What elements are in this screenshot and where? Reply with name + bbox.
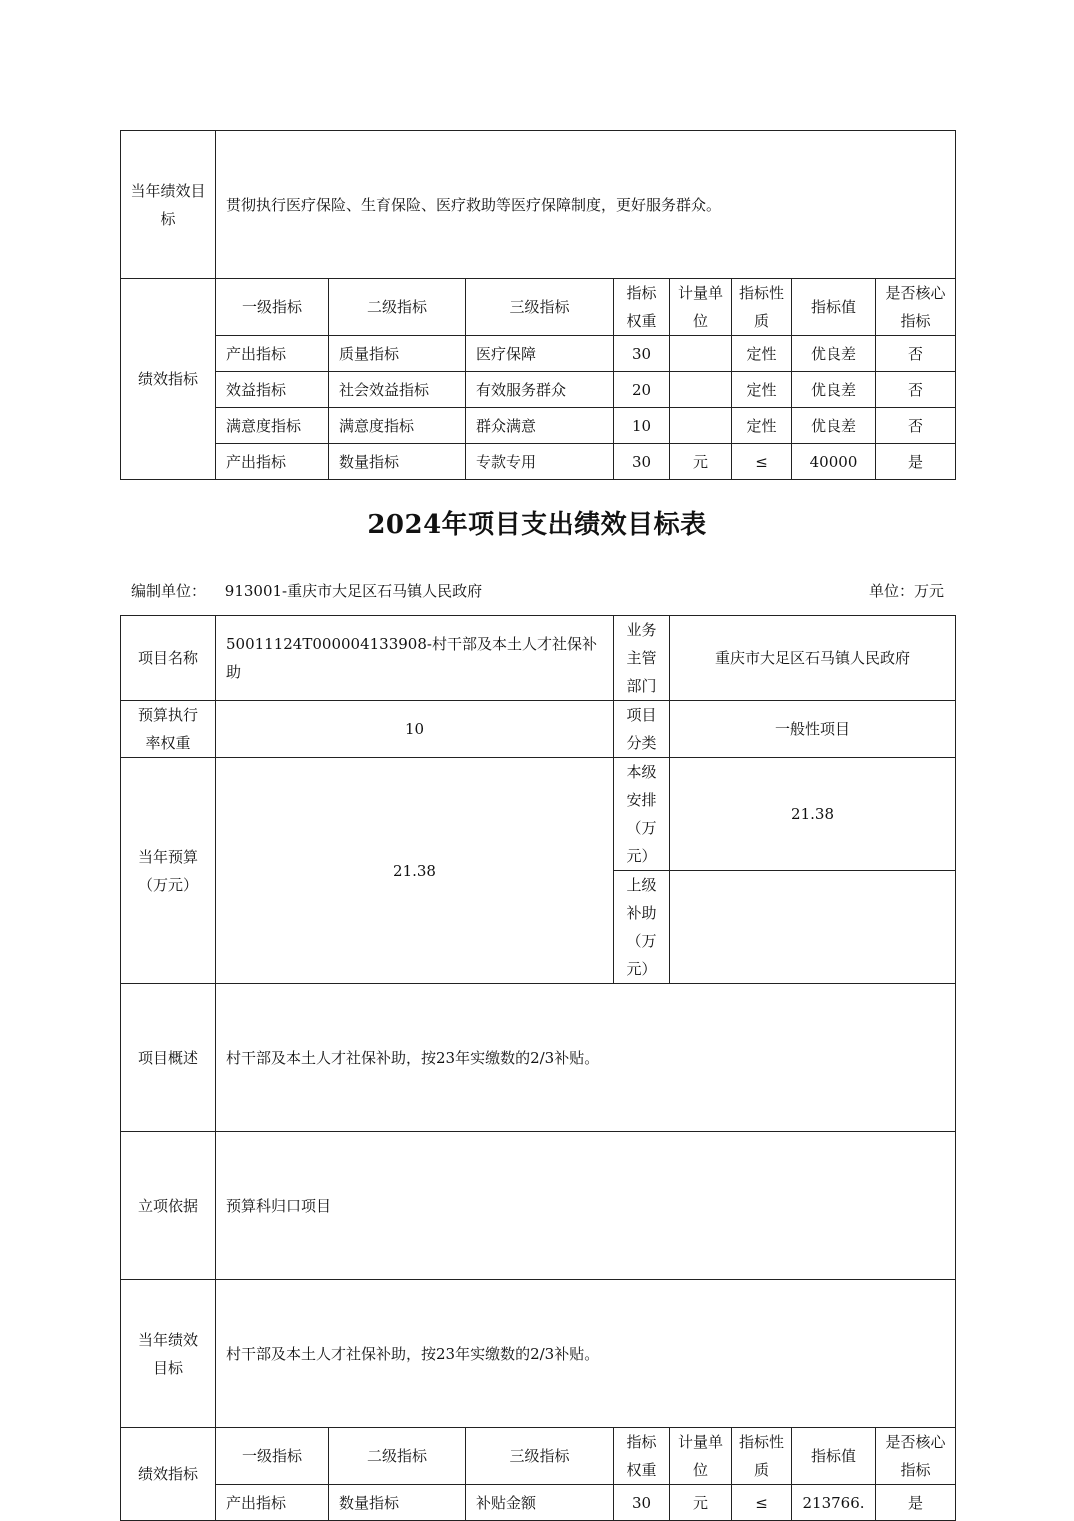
cell: 定性: [732, 372, 792, 408]
header-cell: 指标值: [792, 279, 876, 336]
cell: 群众满意: [466, 408, 614, 444]
category-value: 一般性项目: [670, 701, 956, 758]
table-header-row: [121, 279, 956, 336]
project-name-value: 50011124T000004133908-村干部及本土人才社保补助: [216, 616, 614, 701]
header-cell: 三级指标: [466, 279, 614, 336]
dept-value: 重庆市大足区石马镇人民政府: [670, 616, 956, 701]
cell: [670, 372, 732, 408]
cell: 是: [876, 1485, 956, 1521]
indicators-label: 绩效指标: [121, 1428, 216, 1521]
cell: 数量指标: [329, 444, 466, 480]
cell: 有效服务群众: [466, 372, 614, 408]
header-cell: 二级指标: [329, 1428, 466, 1485]
goal-value: 村干部及本土人才社保补助，按23年实缴数的2/3补贴。: [216, 1280, 956, 1428]
header-cell: 一级指标: [216, 279, 329, 336]
cell: 30: [614, 1485, 670, 1521]
cell: 效益指标: [216, 372, 329, 408]
currency-unit: 单位：万元: [868, 582, 944, 600]
cell: 产出指标: [216, 1485, 329, 1521]
table-row: [121, 1485, 956, 1521]
local-label: 本级安排（万元）: [614, 758, 670, 871]
cell: 否: [876, 372, 956, 408]
cell: 40000: [792, 444, 876, 480]
cell: 优良差: [792, 408, 876, 444]
cell: 满意度指标: [329, 408, 466, 444]
compiler-value: 913001-重庆市大足区石马镇人民政府: [224, 582, 483, 600]
overview-value: 村干部及本土人才社保补助，按23年实缴数的2/3补贴。: [216, 984, 956, 1132]
local-value: 21.38: [670, 758, 956, 871]
cell: 专款专用: [466, 444, 614, 480]
overview-label: 项目概述: [121, 984, 216, 1132]
header-cell: 指标权重: [614, 279, 670, 336]
cell: 医疗保障: [466, 336, 614, 372]
cell: 数量指标: [329, 1485, 466, 1521]
compiler-info: [131, 580, 482, 601]
cell: [670, 336, 732, 372]
page-title: 2024年项目支出绩效目标表: [367, 510, 707, 540]
header-cell: 是否核心指标: [876, 1428, 956, 1485]
indicators-label: 绩效指标: [121, 279, 216, 480]
header-cell: 二级指标: [329, 279, 466, 336]
cell: 满意度指标: [216, 408, 329, 444]
cell: 定性: [732, 408, 792, 444]
table-row: [121, 372, 956, 408]
cell: 20: [614, 372, 670, 408]
goal-text: 贯彻执行医疗保险、生育保险、医疗救助等医疗保障制度，更好服务群众。: [216, 131, 956, 279]
header-cell: 一级指标: [216, 1428, 329, 1485]
cell: 是: [876, 444, 956, 480]
cell: ≤: [732, 444, 792, 480]
cell: 否: [876, 336, 956, 372]
cell: 30: [614, 336, 670, 372]
header-cell: 指标值: [792, 1428, 876, 1485]
exec-rate-label: 预算执行率权重: [121, 701, 216, 758]
table-header-row: [121, 1428, 956, 1485]
cell: 优良差: [792, 372, 876, 408]
upper-value: [670, 871, 956, 984]
cell: 元: [670, 1485, 732, 1521]
header-cell: 是否核心指标: [876, 279, 956, 336]
cell: 补贴金额: [466, 1485, 614, 1521]
table-row: [121, 444, 956, 480]
category-label: 项目分类: [614, 701, 670, 758]
goal-label: 当年绩效目标: [121, 1280, 216, 1428]
upper-label: 上级补助（万元）: [614, 871, 670, 984]
cell: 213766.: [792, 1485, 876, 1521]
project-name-label: 项目名称: [121, 616, 216, 701]
cell: 元: [670, 444, 732, 480]
header-cell: 指标性质: [732, 279, 792, 336]
budget-label: 当年预算（万元）: [121, 758, 216, 984]
dept-label: 业务主管部门: [614, 616, 670, 701]
basis-value: 预算科归口项目: [216, 1132, 956, 1280]
goal-label: 当年绩效目标: [121, 131, 216, 279]
basis-label: 立项依据: [121, 1132, 216, 1280]
table-row: [121, 408, 956, 444]
header-cell: 指标性质: [732, 1428, 792, 1485]
header-cell: 计量单位: [670, 1428, 732, 1485]
cell: ≤: [732, 1485, 792, 1521]
table-row: [121, 336, 956, 372]
budget-value: 21.38: [216, 758, 614, 984]
cell: 否: [876, 408, 956, 444]
top-performance-table: [120, 130, 956, 480]
compiler-label: 编制单位：: [131, 582, 207, 600]
header-cell: 指标权重: [614, 1428, 670, 1485]
project-performance-table: [120, 615, 956, 1521]
cell: 10: [614, 408, 670, 444]
cell: [670, 408, 732, 444]
cell: 30: [614, 444, 670, 480]
header-cell: 三级指标: [466, 1428, 614, 1485]
cell: 产出指标: [216, 444, 329, 480]
exec-rate-value: 10: [216, 701, 614, 758]
header-cell: 计量单位: [670, 279, 732, 336]
cell: 质量指标: [329, 336, 466, 372]
cell: 社会效益指标: [329, 372, 466, 408]
cell: 产出指标: [216, 336, 329, 372]
cell: 优良差: [792, 336, 876, 372]
cell: 定性: [732, 336, 792, 372]
